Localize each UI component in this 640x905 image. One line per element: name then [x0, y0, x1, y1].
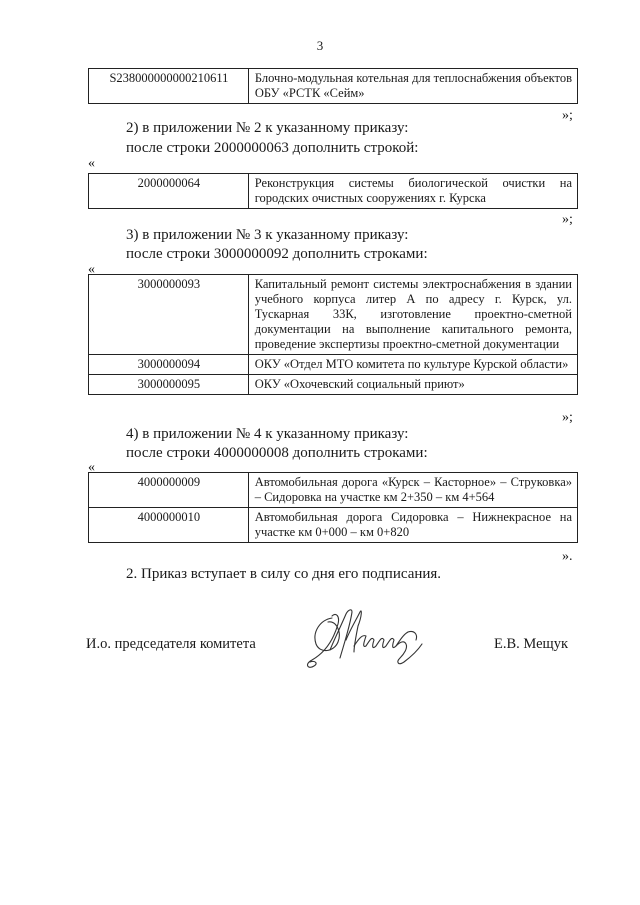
table-row	[89, 473, 578, 508]
row-code: 3000000095	[89, 375, 249, 395]
section2-line1: 2) в приложении № 2 к указанному приказу:	[126, 120, 409, 136]
table-section2	[88, 173, 578, 209]
row-code: 3000000094	[89, 355, 249, 375]
signatory-name: Е.В. Мещук	[494, 636, 569, 652]
section4-line1: 4) в приложении № 4 к указанному приказу:	[126, 426, 409, 442]
row-code: 4000000010	[89, 508, 249, 543]
open-quote: «	[88, 156, 95, 171]
table-section4	[88, 472, 578, 543]
table-first	[88, 68, 578, 104]
table-row	[89, 508, 578, 543]
section2-line2: после строки 2000000063 дополнить строкой:	[126, 140, 419, 156]
table-row	[89, 275, 578, 355]
row-text: Автомобильная дорога Сидоровка – Нижнекрасное на участке км 0+000 – км 0+820	[248, 508, 577, 543]
row-code: 3000000093	[89, 275, 249, 355]
clause-2: 2. Приказ вступает в силу со дня его подписания.	[126, 566, 442, 582]
table-section3	[88, 274, 578, 395]
section3-line2: после строки 3000000092 дополнить строками:	[126, 246, 428, 262]
row-text: ОКУ «Охочевский социальный приют»	[248, 375, 577, 395]
row-text: Автомобильная дорога «Курск – Касторное» – Струковка» – Сидоровка на участке км 2+350 – км 4+564	[248, 473, 577, 508]
signatory-position: И.о. председателя комитета	[86, 636, 256, 652]
handwritten-signature	[300, 600, 435, 680]
close-quote: ».	[562, 549, 573, 564]
row-text: Блочно-модульная котельная для теплоснабжения объектов ОБУ «РСТК «Сейм»	[248, 69, 577, 104]
section3-line1: 3) в приложении № 3 к указанному приказу:	[126, 227, 409, 243]
row-code: 2000000064	[89, 174, 249, 209]
row-text: ОКУ «Отдел МТО комитета по культуре Курской области»	[248, 355, 577, 375]
table-row	[89, 375, 578, 395]
close-quote: »;	[562, 410, 573, 425]
close-quote: »;	[562, 212, 573, 227]
row-text: Реконструкция системы биологической очистки на городских очистных сооружениях г. Курска	[248, 174, 577, 209]
open-quote: «	[88, 262, 95, 277]
row-code: 4000000009	[89, 473, 249, 508]
row-text: Капитальный ремонт системы электроснабжения в здании учебного корпуса литер А по адресу г. Курск, ул. Тускарная 33К, изготовление проектно-сметной документации на выполнение капитального ремонта, проведение экспертизы проектно-сметной документации	[248, 275, 577, 355]
table-row	[89, 174, 578, 209]
open-quote: «	[88, 460, 95, 475]
page-number: 3	[316, 38, 324, 53]
row-code: S238000000000210611	[89, 69, 249, 104]
section4-line2: после строки 4000000008 дополнить строками:	[126, 445, 428, 461]
close-quote: »;	[562, 108, 573, 123]
table-row	[89, 69, 578, 104]
table-row	[89, 355, 578, 375]
